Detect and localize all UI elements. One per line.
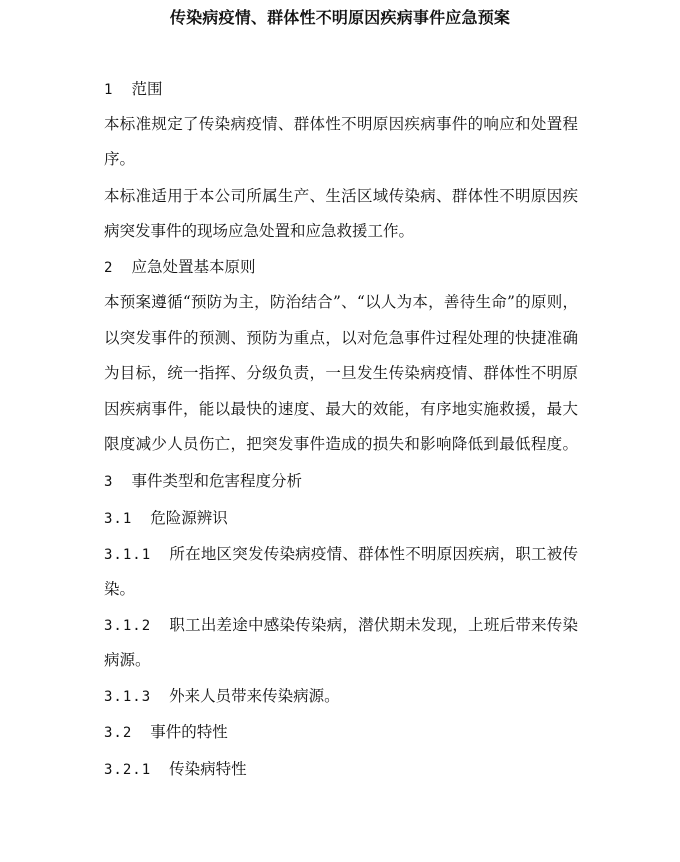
section-title: 危险源辨识 — [150, 509, 228, 527]
item-number: 3.1.2 — [104, 618, 152, 634]
paragraph-line: 染。 — [104, 580, 136, 598]
item-text: 外来人员带来传染病源。 — [169, 687, 340, 705]
item-number: 3.1.3 — [104, 689, 152, 705]
paragraph-line: 序。 — [104, 150, 136, 168]
section-number: 2 — [104, 260, 114, 276]
paragraph-line: 本预案遵循“预防为主，防治结合”、“以人为本，善待生命”的原则， — [104, 293, 578, 311]
section-title: 事件的特性 — [150, 723, 228, 741]
section-heading-3 — [104, 470, 302, 493]
section-title: 应急处置基本原则 — [131, 258, 256, 276]
item-3-1-2 — [104, 614, 578, 637]
section-title: 传染病特性 — [169, 760, 247, 778]
item-number: 3.1.1 — [104, 547, 152, 563]
paragraph-line: 本标准适用于本公司所属生产、生活区域传染病、群体性不明原因疾 — [104, 187, 578, 205]
section-number: 3.2.1 — [104, 762, 152, 778]
paragraph-line: 病源。 — [104, 651, 151, 669]
section-number: 3.2 — [104, 725, 133, 741]
paragraph-line: 本标准规定了传染病疫情、群体性不明原因疾病事件的响应和处置程 — [104, 115, 578, 133]
item-text: 职工出差途中感染传染病，潜伏期未发现，上班后带来传染 — [169, 616, 578, 634]
section-number: 3.1 — [104, 511, 133, 527]
paragraph-line: 病突发事件的现场应急处置和应急救援工作。 — [104, 222, 415, 240]
section-title: 事件类型和危害程度分析 — [131, 472, 302, 490]
item-3-1-3 — [104, 685, 340, 708]
section-title: 范围 — [131, 80, 163, 98]
paragraph-line: 以突发事件的预测、预防为重点，以对危急事件过程处理的快捷准确 — [104, 329, 578, 347]
section-heading-3-2-1 — [104, 758, 247, 781]
paragraph-line: 为目标，统一指挥、分级负责，一旦发生传染病疫情、群体性不明原 — [104, 364, 578, 382]
item-3-1-1 — [104, 543, 578, 566]
section-number: 1 — [104, 82, 114, 98]
section-heading-1 — [104, 78, 162, 101]
section-heading-2 — [104, 256, 255, 279]
section-number: 3 — [104, 474, 114, 490]
section-heading-3-2 — [104, 721, 228, 744]
paragraph-line: 限度减少人员伤亡，把突发事件造成的损失和影响降低到最低程度。 — [104, 435, 578, 453]
document-title: 传染病疫情、群体性不明原因疾病事件应急预案 — [169, 8, 511, 27]
section-heading-3-1 — [104, 507, 228, 530]
paragraph-line: 因疾病事件，能以最快的速度、最大的效能，有序地实施救援，最大 — [104, 400, 578, 418]
item-text: 所在地区突发传染病疫情、群体性不明原因疾病，职工被传 — [169, 545, 578, 563]
